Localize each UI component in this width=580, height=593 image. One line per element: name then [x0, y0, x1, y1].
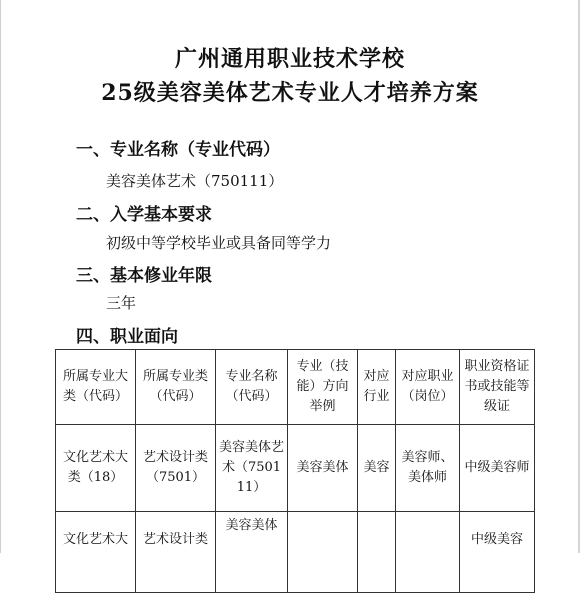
table-cell: 中级美容 — [460, 512, 535, 593]
section-heading-admission: 二、入学基本要求 — [76, 205, 212, 225]
section-content-duration: 三年 — [106, 294, 137, 312]
table-cell: 艺术设计类 — [136, 512, 216, 593]
school-title: 广州通用职业技术学校 — [174, 46, 405, 72]
section-content-admission: 初级中等学校毕业或具备同等学力 — [106, 234, 332, 252]
table-cell: 中级美容师 — [460, 425, 535, 512]
section-heading-duration: 三、基本修业年限 — [76, 266, 212, 286]
table-header-cell: 对应职业（岗位） — [396, 350, 460, 425]
section-heading-career: 四、职业面向 — [76, 327, 178, 347]
table-cell: 美容美体 — [288, 425, 358, 512]
table-row — [56, 425, 535, 512]
table-cell: 文化艺术大 — [56, 512, 136, 593]
table-row — [56, 512, 535, 593]
table-cell: 文化艺术大类（18） — [56, 425, 136, 512]
table-header-cell: 对应行业 — [358, 350, 396, 425]
table-cell — [358, 512, 396, 593]
table-header-cell: 专业名称（代码） — [216, 350, 288, 425]
table-header-cell: 职业资格证书或技能等级证 — [460, 350, 535, 425]
table-cell: 美容美体 — [216, 512, 288, 593]
table-header-cell: 所属专业类（代码） — [136, 350, 216, 425]
section-content-major-name: 美容美体艺术（750111） — [106, 172, 284, 190]
table-header-row — [56, 350, 535, 425]
table-header-cell: 专业（技能）方向举例 — [288, 350, 358, 425]
table-cell — [288, 512, 358, 593]
table-cell — [396, 512, 460, 593]
table-header-cell: 所属专业大类（代码） — [56, 350, 136, 425]
table-cell: 美容 — [358, 425, 396, 512]
table-cell: 艺术设计类（7501） — [136, 425, 216, 512]
plan-title: 25级美容美体艺术专业人才培养方案 — [101, 80, 479, 106]
table-cell: 美容师、美体师 — [396, 425, 460, 512]
table-cell: 美容美体艺术（750111） — [216, 425, 288, 512]
career-orientation-table — [55, 349, 535, 593]
section-heading-major-name: 一、专业名称（专业代码） — [76, 140, 280, 160]
